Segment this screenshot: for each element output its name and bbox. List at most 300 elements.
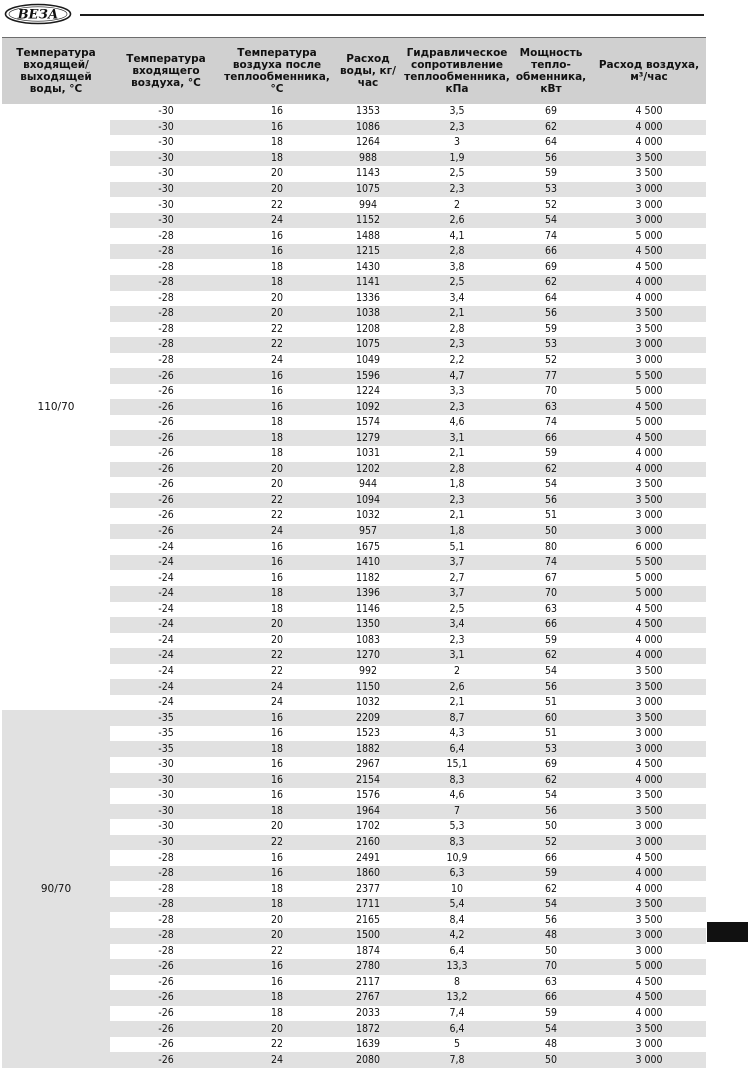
water-flow-cell: 2117 [355,975,381,988]
resistance-cell: 3,3 [449,385,465,398]
water-flow-cell: 1574 [355,416,381,429]
air-in-temp-cell: -24 [158,602,174,615]
air-in-temp-cell: -30 [158,120,174,133]
air-in-temp-cell: -30 [158,167,174,180]
air-in-temp-cell: -35 [158,727,174,740]
air-out-temp-cell: 24 [270,214,284,227]
air-flow-cell: 3 000 [635,525,663,538]
air-out-temp-cell: 16 [270,385,284,398]
air-flow-cell: 4 000 [635,1006,663,1019]
air-out-temp-cell: 18 [270,447,284,460]
power-cell: 50 [544,525,558,538]
table-row [110,726,706,742]
power-cell: 56 [544,493,558,506]
air-out-temp-cell: 16 [270,540,284,553]
air-in-temp-cell: -30 [158,105,174,118]
air-flow-cell: 3 500 [635,478,663,491]
resistance-cell: 15,1 [446,758,468,771]
air-flow-cell: 4 000 [635,120,663,133]
air-flow-cell: 4 000 [635,136,663,149]
table-row [110,384,706,400]
table-row [110,120,706,136]
water-flow-cell: 2491 [355,851,381,864]
air-out-temp-cell: 24 [270,680,284,693]
water-flow-cell: 2154 [355,773,381,786]
resistance-cell: 3,7 [449,587,465,600]
resistance-cell: 8 [453,975,460,988]
power-cell: 62 [544,773,558,786]
header-air-out-temp: Температура воздуха после теплообменника, °С [224,47,330,95]
air-out-temp-cell: 20 [270,167,284,180]
air-in-temp-cell: -28 [158,245,174,258]
power-cell: 56 [544,913,558,926]
air-flow-cell: 5 500 [635,556,663,569]
water-flow-cell: 1596 [355,369,381,382]
water-flow-cell: 1270 [355,649,381,662]
table-row [110,897,706,913]
power-cell: 63 [544,400,558,413]
air-in-temp-cell: -30 [158,183,174,195]
water-flow-cell: 1964 [355,804,381,817]
resistance-cell: 2,8 [449,245,465,258]
air-flow-cell: 3 000 [635,944,663,957]
power-cell: 80 [544,540,558,553]
table-row [110,477,706,493]
air-out-temp-cell: 16 [270,571,284,584]
resistance-cell: 2,8 [449,462,465,475]
air-flow-cell: 5 500 [635,369,663,382]
power-cell: 59 [544,447,558,460]
resistance-cell: 8,7 [449,711,465,724]
table-row [110,695,706,711]
water-flow-cell: 1032 [355,509,381,522]
air-in-temp-cell: -28 [158,882,174,895]
power-cell: 50 [544,944,558,957]
water-flow-cell: 2165 [355,913,381,926]
air-in-temp-cell: -24 [158,633,174,646]
air-flow-cell: 4 000 [635,649,663,662]
air-in-temp-cell: -28 [158,229,174,242]
water-flow-cell: 1049 [355,354,381,367]
air-out-temp-cell: 18 [270,602,284,615]
power-cell: 77 [544,369,558,382]
power-cell: 74 [544,556,558,569]
air-out-temp-cell: 18 [270,587,284,600]
power-cell: 50 [544,820,558,833]
resistance-cell: 2,5 [449,276,465,289]
air-out-temp-cell: 20 [270,478,284,491]
table-body [2,104,706,1068]
water-flow-cell: 1396 [355,587,381,600]
water-flow-cell: 1092 [355,400,381,413]
water-flow-cell: 1141 [355,276,381,289]
air-in-temp-cell: -35 [158,711,174,724]
air-flow-cell: 4 500 [635,260,663,273]
power-cell: 59 [544,322,558,335]
air-flow-cell: 4 500 [635,245,663,258]
air-in-temp-cell: -30 [158,820,174,833]
air-out-temp-cell: 16 [270,105,284,118]
air-flow-cell: 3 000 [635,1053,663,1066]
power-cell: 70 [544,587,558,600]
table-row [110,1037,706,1053]
air-flow-cell: 4 500 [635,105,663,118]
table-row [110,819,706,835]
air-flow-cell: 4 500 [635,431,663,444]
table-row [110,539,706,555]
resistance-cell: 10 [450,882,464,895]
air-flow-cell: 4 000 [635,462,663,475]
resistance-cell: 2,6 [449,680,465,693]
resistance-cell: 4,3 [449,727,465,740]
air-out-temp-cell: 20 [270,913,284,926]
water-temp-cell: 90/70 [2,710,110,1068]
power-cell: 52 [544,835,558,848]
water-flow-cell: 1182 [355,571,381,584]
air-out-temp-cell: 22 [270,944,284,957]
power-cell: 70 [544,960,558,973]
water-flow-cell: 2160 [355,835,381,848]
table-row [110,368,706,384]
air-flow-cell: 3 000 [635,198,663,211]
water-flow-cell: 1215 [355,245,381,258]
power-cell: 59 [544,867,558,880]
water-flow-cell: 994 [358,198,378,211]
header-water-temp: Температура входящей/ выходящей воды, °С [16,47,96,95]
air-flow-cell: 3 500 [635,1022,663,1035]
resistance-cell: 3,4 [449,618,465,631]
resistance-cell: 2,5 [449,602,465,615]
water-flow-cell: 2767 [355,991,381,1004]
water-flow-cell: 2209 [355,711,381,724]
air-flow-cell: 3 500 [635,307,663,320]
air-in-temp-cell: -24 [158,556,174,569]
air-in-temp-cell: -26 [158,431,174,444]
air-flow-cell: 4 500 [635,618,663,631]
water-flow-cell: 1146 [355,602,381,615]
air-out-temp-cell: 22 [270,322,284,335]
air-out-temp-cell: 18 [270,882,284,895]
air-out-temp-cell: 16 [270,245,284,258]
air-in-temp-cell: -24 [158,680,174,693]
water-flow-cell: 1500 [355,929,381,942]
power-cell: 62 [544,462,558,475]
water-flow-cell: 1488 [355,229,381,242]
air-flow-cell: 3 500 [635,151,663,164]
air-flow-cell: 4 000 [635,276,663,289]
table-row [110,835,706,851]
table-row [110,664,706,680]
table-group [2,710,706,1068]
veza-logo [4,3,72,25]
air-out-temp-cell: 18 [270,416,284,429]
power-cell: 69 [544,105,558,118]
table-row [110,228,706,244]
table-row [110,1006,706,1022]
air-in-temp-cell: -24 [158,696,174,709]
air-in-temp-cell: -28 [158,322,174,335]
table-row [110,928,706,944]
table-row [110,524,706,540]
table-row [110,104,706,120]
water-flow-cell: 1350 [355,618,381,631]
air-in-temp-cell: -26 [158,975,174,988]
air-out-temp-cell: 16 [270,773,284,786]
resistance-cell: 2,3 [449,400,465,413]
air-out-temp-cell: 22 [270,198,284,211]
air-in-temp-cell: -30 [158,136,174,149]
power-cell: 66 [544,245,558,258]
air-in-temp-cell: -28 [158,913,174,926]
table-row [110,306,706,322]
air-out-temp-cell: 16 [270,960,284,973]
air-out-temp-cell: 20 [270,291,284,304]
water-flow-cell: 1860 [355,867,381,880]
air-in-temp-cell: -28 [158,354,174,367]
water-flow-cell: 1094 [355,493,381,506]
power-cell: 74 [544,416,558,429]
water-flow-cell: 1031 [355,447,381,460]
header-air-flow: Расход воздуха, м³/час [598,59,700,83]
air-in-temp-cell: -26 [158,400,174,413]
air-out-temp-cell: 20 [270,633,284,646]
air-flow-cell: 3 000 [635,929,663,942]
table-row [110,275,706,291]
table-row [110,1052,706,1068]
power-cell: 66 [544,991,558,1004]
table-row [110,337,706,353]
power-cell: 69 [544,758,558,771]
water-flow-cell: 1279 [355,431,381,444]
power-cell: 62 [544,649,558,662]
table-row [110,446,706,462]
power-cell: 53 [544,742,558,755]
side-tab-marker [707,922,748,942]
air-out-temp-cell: 16 [270,400,284,413]
water-flow-cell: 1264 [355,136,381,149]
air-out-temp-cell: 16 [270,851,284,864]
resistance-cell: 2,1 [449,307,465,320]
air-in-temp-cell: -26 [158,991,174,1004]
resistance-cell: 6,4 [449,1022,465,1035]
air-flow-cell: 3 500 [635,804,663,817]
air-out-temp-cell: 24 [270,1053,284,1066]
air-flow-cell: 3 500 [635,493,663,506]
air-in-temp-cell: -30 [158,773,174,786]
resistance-cell: 4,7 [449,369,465,382]
air-out-temp-cell: 18 [270,898,284,911]
water-flow-cell: 2377 [355,882,381,895]
power-cell: 52 [544,198,558,211]
air-flow-cell: 4 500 [635,602,663,615]
air-in-temp-cell: -26 [158,1022,174,1035]
air-in-temp-cell: -26 [158,416,174,429]
resistance-cell: 8,3 [449,835,465,848]
resistance-cell: 2,1 [449,447,465,460]
air-out-temp-cell: 20 [270,183,284,195]
power-cell: 59 [544,633,558,646]
table-row [110,679,706,695]
air-out-temp-cell: 16 [270,975,284,988]
water-flow-cell: 2033 [355,1006,381,1019]
water-flow-cell: 1143 [355,167,381,180]
resistance-cell: 2,1 [449,696,465,709]
air-out-temp-cell: 22 [270,1038,284,1051]
air-flow-cell: 3 000 [635,509,663,522]
power-cell: 69 [544,260,558,273]
table-row [110,990,706,1006]
resistance-cell: 5 [453,1038,460,1051]
table-row [110,508,706,524]
table-row [110,602,706,618]
water-flow-cell: 1075 [355,338,381,351]
air-flow-cell: 4 000 [635,882,663,895]
resistance-cell: 3,8 [449,260,465,273]
resistance-cell: 5,3 [449,820,465,833]
air-flow-cell: 4 000 [635,867,663,880]
table-row [110,415,706,431]
table-row [110,773,706,789]
air-in-temp-cell: -26 [158,462,174,475]
air-flow-cell: 3 000 [635,696,663,709]
header-hydraulic-resistance: Гидравлическое сопротивление теплообменника, кПа [404,47,510,95]
resistance-cell: 6,4 [449,742,465,755]
resistance-cell: 2,6 [449,214,465,227]
resistance-cell: 1,8 [449,478,465,491]
table-row [110,881,706,897]
air-flow-cell: 5 000 [635,416,663,429]
air-flow-cell: 3 500 [635,167,663,180]
air-in-temp-cell: -30 [158,151,174,164]
resistance-cell: 8,4 [449,913,465,926]
air-in-temp-cell: -26 [158,1038,174,1051]
water-flow-cell: 1202 [355,462,381,475]
air-out-temp-cell: 24 [270,525,284,538]
air-in-temp-cell: -26 [158,478,174,491]
air-out-temp-cell: 22 [270,338,284,351]
air-out-temp-cell: 22 [270,664,284,677]
air-in-temp-cell: -28 [158,338,174,351]
power-cell: 67 [544,571,558,584]
table-row [110,617,706,633]
water-flow-cell: 1711 [355,898,381,911]
air-flow-cell: 5 000 [635,571,663,584]
table-row [110,353,706,369]
air-flow-cell: 3 000 [635,354,663,367]
air-flow-cell: 6 000 [635,540,663,553]
water-flow-cell: 1224 [355,385,381,398]
air-in-temp-cell: -28 [158,291,174,304]
air-in-temp-cell: -26 [158,385,174,398]
water-flow-cell: 1872 [355,1022,381,1035]
resistance-cell: 7,8 [449,1053,465,1066]
power-cell: 74 [544,229,558,242]
resistance-cell: 2,2 [449,354,465,367]
water-flow-cell: 1353 [355,105,381,118]
resistance-cell: 5,4 [449,898,465,911]
resistance-cell: 3,7 [449,556,465,569]
power-cell: 54 [544,664,558,677]
air-flow-cell: 3 000 [635,183,663,195]
resistance-cell: 4,2 [449,929,465,942]
air-out-temp-cell: 18 [270,136,284,149]
resistance-cell: 3,4 [449,291,465,304]
water-flow-cell: 1038 [355,307,381,320]
air-out-temp-cell: 18 [270,742,284,755]
air-out-temp-cell: 16 [270,556,284,569]
water-flow-cell: 1083 [355,633,381,646]
air-flow-cell: 5 000 [635,385,663,398]
header-water-flow: Расход воды, кг/час [340,53,396,89]
air-in-temp-cell: -28 [158,929,174,942]
air-flow-cell: 4 500 [635,851,663,864]
resistance-cell: 2,3 [449,338,465,351]
table-row [110,788,706,804]
table-row [110,633,706,649]
water-flow-cell: 1874 [355,944,381,957]
air-out-temp-cell: 22 [270,509,284,522]
table-row [110,850,706,866]
air-in-temp-cell: -28 [158,276,174,289]
table-row [110,975,706,991]
air-out-temp-cell: 18 [270,260,284,273]
air-flow-cell: 3 000 [635,742,663,755]
air-out-temp-cell: 22 [270,835,284,848]
power-cell: 51 [544,727,558,740]
water-flow-cell: 1702 [355,820,381,833]
logo-text: ВЕЗА [17,7,59,23]
table-row [110,944,706,960]
water-flow-cell: 1152 [355,214,381,227]
resistance-cell: 7 [453,804,460,817]
water-flow-cell: 1086 [355,120,381,133]
resistance-cell: 2,3 [449,633,465,646]
air-in-temp-cell: -30 [158,214,174,227]
resistance-cell: 8,3 [449,773,465,786]
power-cell: 62 [544,276,558,289]
air-in-temp-cell: -26 [158,525,174,538]
power-cell: 59 [544,167,558,180]
resistance-cell: 7,4 [449,1006,465,1019]
power-cell: 70 [544,385,558,398]
power-cell: 64 [544,136,558,149]
power-cell: 56 [544,307,558,320]
water-flow-cell: 2780 [355,960,381,973]
table-row [110,586,706,602]
water-flow-cell: 1430 [355,260,381,273]
resistance-cell: 1,8 [449,525,465,538]
air-out-temp-cell: 18 [270,276,284,289]
resistance-cell: 4,1 [449,229,465,242]
air-flow-cell: 4 500 [635,991,663,1004]
air-out-temp-cell: 22 [270,493,284,506]
water-flow-cell: 1032 [355,696,381,709]
air-flow-cell: 3 500 [635,913,663,926]
water-flow-cell: 1675 [355,540,381,553]
table-row [110,166,706,182]
air-out-temp-cell: 24 [270,354,284,367]
resistance-cell: 4,6 [449,789,465,802]
resistance-cell: 1,9 [449,151,465,164]
air-in-temp-cell: -28 [158,898,174,911]
water-flow-cell: 2080 [355,1053,381,1066]
table-row [110,555,706,571]
power-cell: 54 [544,214,558,227]
table-row [110,135,706,151]
table-row [110,213,706,229]
resistance-cell: 10,9 [446,851,468,864]
air-out-temp-cell: 16 [270,229,284,242]
